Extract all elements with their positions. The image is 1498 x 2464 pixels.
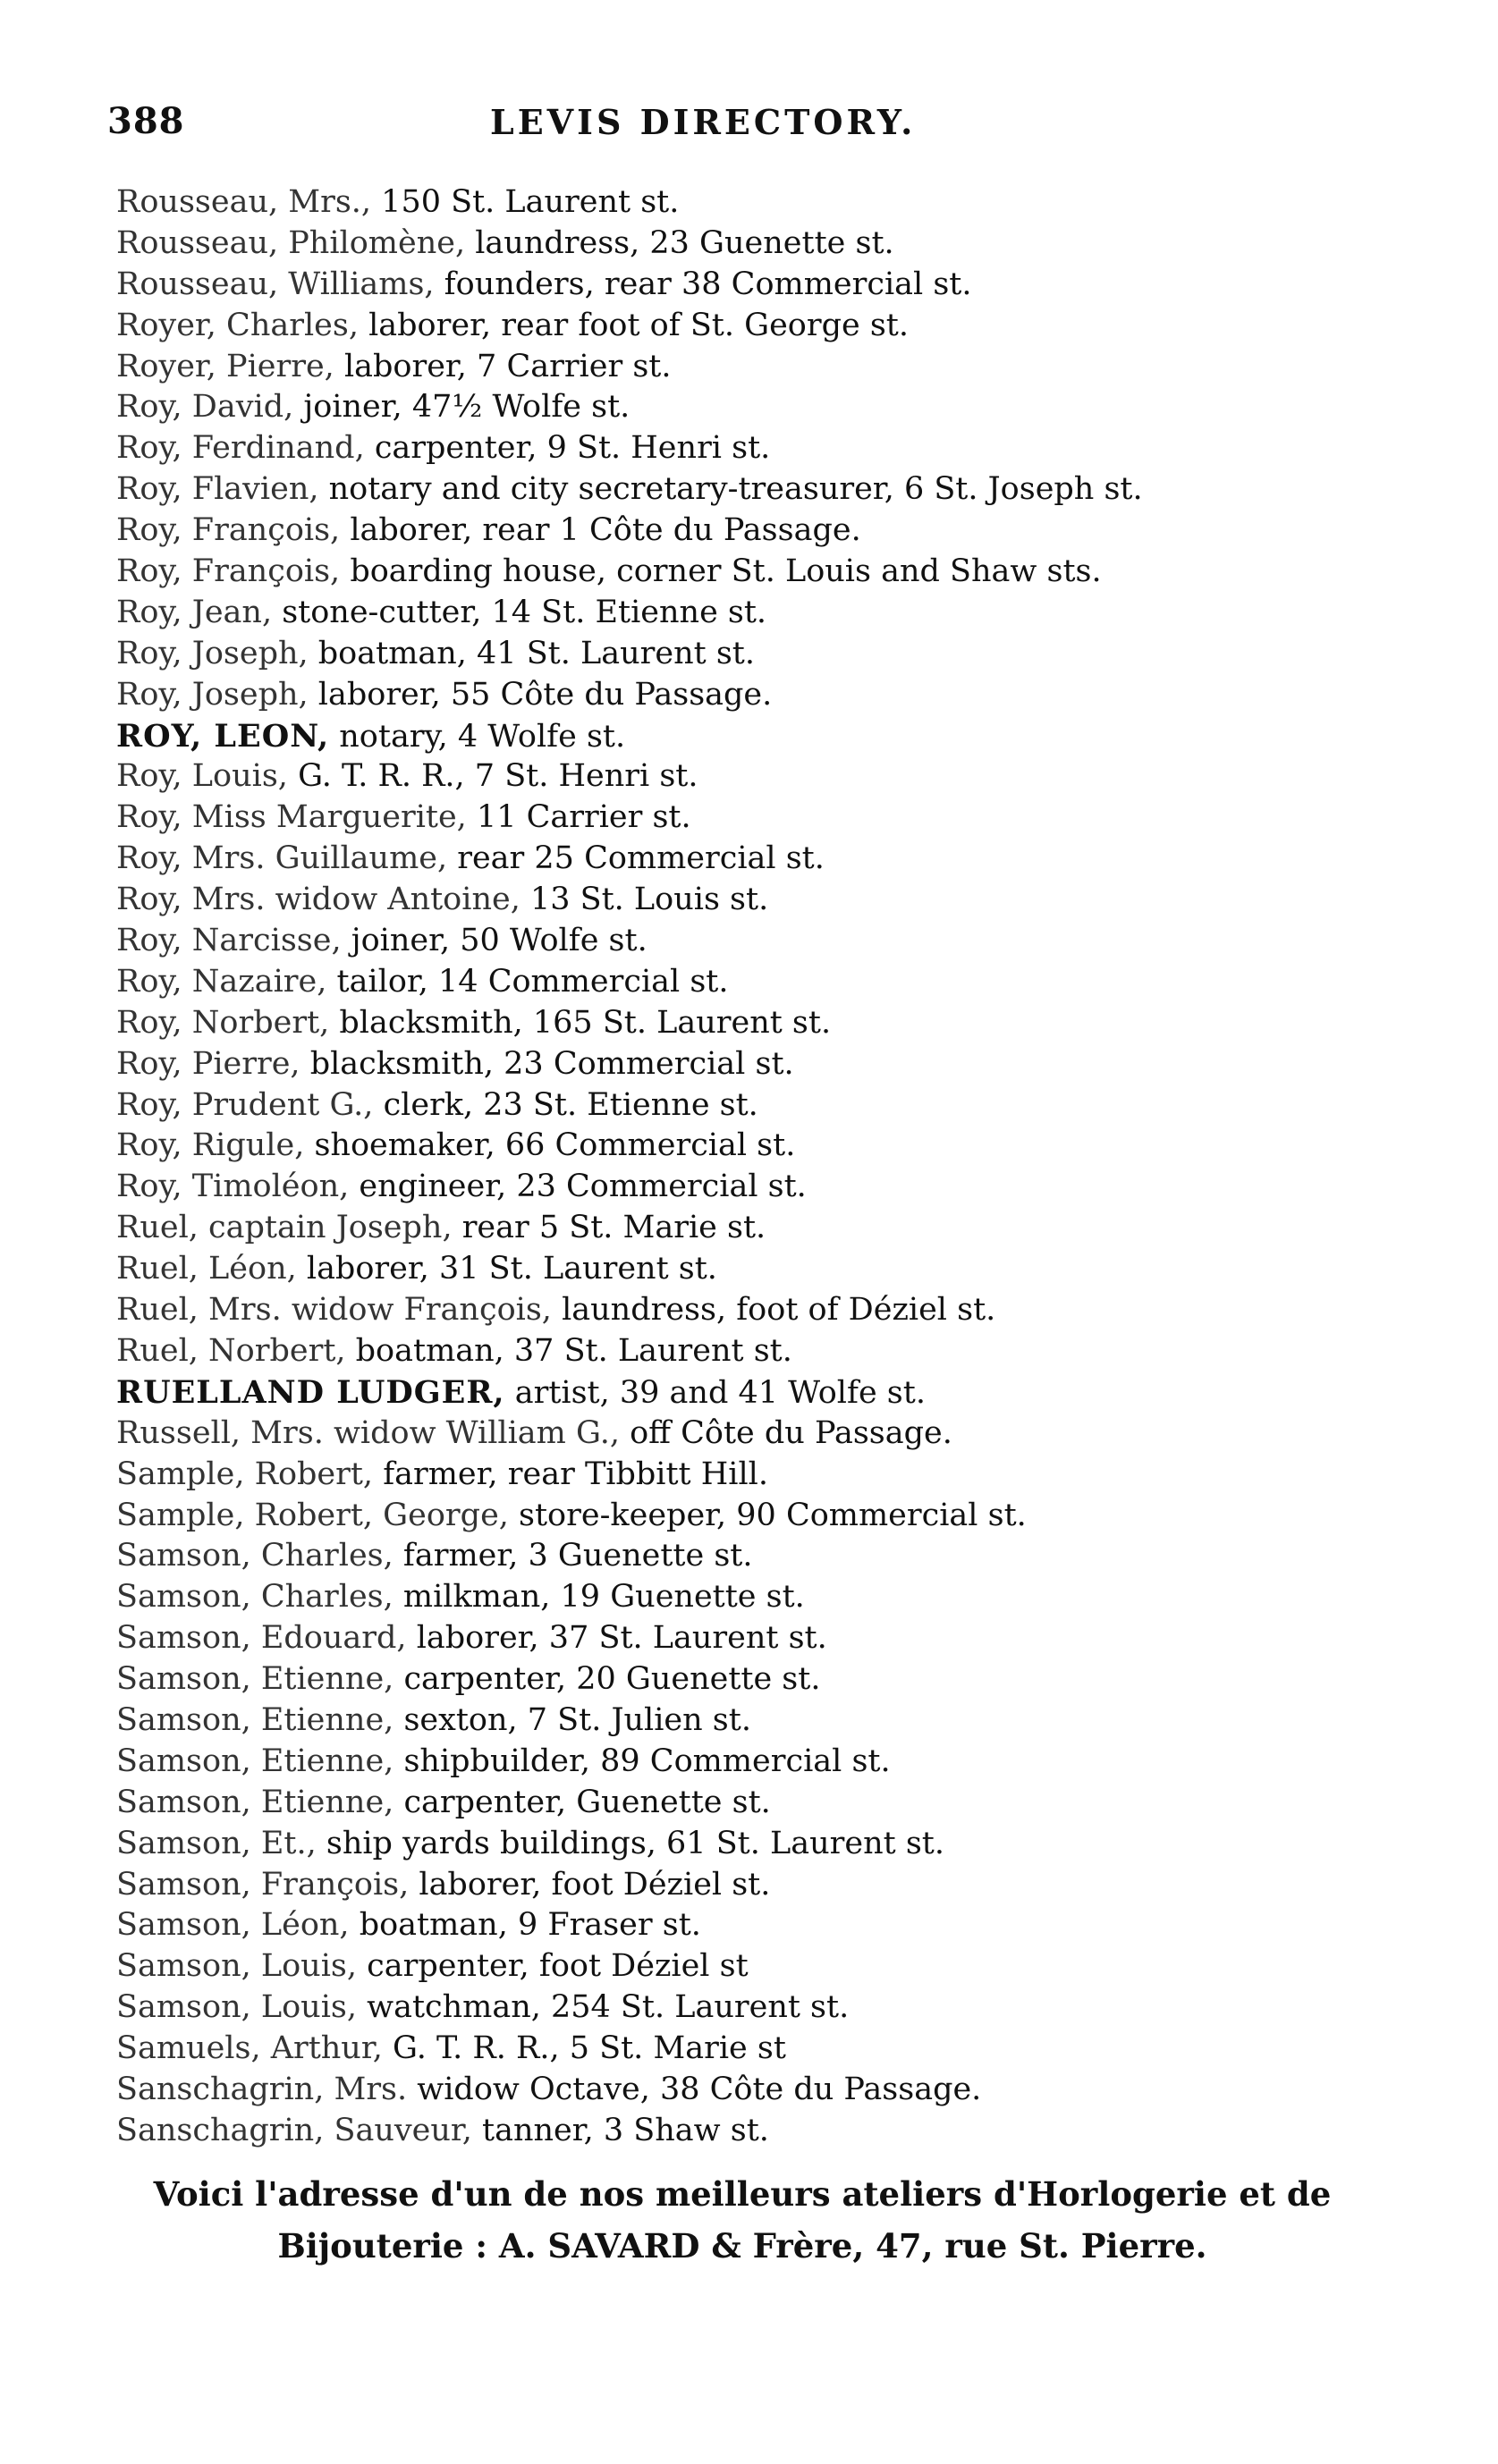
entry-details: engineer, 23 Commercial st. bbox=[349, 1169, 807, 1205]
directory-entry bbox=[116, 634, 1350, 675]
entry-name: Roy, Joseph, bbox=[116, 676, 309, 713]
directory-entry bbox=[116, 756, 1350, 797]
running-title: LEVIS DIRECTORY. bbox=[490, 102, 917, 142]
entry-details: laborer, 55 Côte du Passage. bbox=[308, 676, 773, 713]
entry-name: Roy, François, bbox=[116, 512, 341, 549]
entry-details: shipbuilder, 89 Commercial st. bbox=[394, 1743, 891, 1779]
entry-name: Roy, Prudent G., bbox=[116, 1086, 374, 1123]
directory-entry bbox=[116, 1659, 1350, 1700]
entry-details: sexton, 7 St. Julien st. bbox=[394, 1701, 751, 1738]
directory-entry bbox=[116, 1167, 1350, 1208]
directory-entry bbox=[116, 880, 1350, 921]
entry-details: off Côte du Passage. bbox=[619, 1414, 952, 1451]
entry-details: laborer, rear foot of St. George st. bbox=[358, 307, 909, 343]
directory-entry bbox=[116, 1126, 1350, 1167]
entry-name: Roy, Mrs. widow Antoine, bbox=[116, 882, 520, 918]
entry-details: milkman, 19 Guenette st. bbox=[393, 1579, 805, 1616]
entry-details: widow Octave, 38 Côte du Passage. bbox=[407, 2071, 982, 2107]
entry-name: Royer, Charles, bbox=[116, 307, 359, 343]
entry-name: Sanschagrin, Mrs. bbox=[116, 2071, 408, 2107]
directory-entry bbox=[116, 1783, 1350, 1824]
entry-details: laborer, 31 St. Laurent st. bbox=[296, 1251, 717, 1287]
directory-entry bbox=[116, 2111, 1350, 2152]
directory-entry bbox=[116, 1618, 1350, 1659]
entry-name: Sanschagrin, Sauveur, bbox=[116, 2112, 472, 2148]
entry-name: Roy, Rigule, bbox=[116, 1127, 305, 1164]
directory-entry bbox=[116, 552, 1350, 593]
entry-details: 150 St. Laurent st. bbox=[371, 184, 680, 220]
directory-entry bbox=[116, 1455, 1350, 1496]
entry-details: G. T. R. R., 7 St. Henri st. bbox=[287, 758, 698, 795]
entry-details: rear 25 Commercial st. bbox=[447, 840, 825, 877]
entry-details: boarding house, corner St. Louis and Shaw sts. bbox=[340, 553, 1102, 590]
entry-name: Roy, Timoléon, bbox=[116, 1169, 350, 1205]
directory-entry bbox=[116, 387, 1350, 428]
directory-entry bbox=[116, 265, 1350, 306]
entry-name: Samson, Et., bbox=[116, 1825, 317, 1861]
entry-name: Roy, David, bbox=[116, 389, 294, 426]
advertisement bbox=[107, 2168, 1377, 2272]
entry-name: Samson, Charles, bbox=[116, 1579, 394, 1616]
entry-name: Roy, Norbert, bbox=[116, 1004, 330, 1041]
directory-entry bbox=[116, 182, 1350, 224]
entry-details: farmer, rear Tibbitt Hill. bbox=[373, 1456, 768, 1492]
entry-details: boatman, 37 St. Laurent st. bbox=[345, 1332, 792, 1369]
entry-name: Samuels, Arthur, bbox=[116, 2030, 383, 2067]
page-number: 388 bbox=[107, 100, 185, 142]
entry-details: carpenter, Guenette st. bbox=[394, 1784, 771, 1820]
entry-name: Rousseau, Mrs., bbox=[116, 184, 372, 220]
directory-entry bbox=[116, 1290, 1350, 1331]
directory-entry bbox=[116, 839, 1350, 880]
entry-details: laborer, 37 St. Laurent st. bbox=[406, 1620, 827, 1657]
directory-entry bbox=[116, 1577, 1350, 1618]
directory-entry bbox=[116, 1044, 1350, 1085]
entry-details: tailor, 14 Commercial st. bbox=[326, 963, 729, 1000]
entry-name: Roy, Miss Marguerite, bbox=[116, 799, 467, 836]
entry-name: Royer, Pierre, bbox=[116, 348, 334, 384]
directory-entry bbox=[116, 1946, 1350, 1987]
entry-details: shoemaker, 66 Commercial st. bbox=[304, 1127, 796, 1164]
entry-name: Samson, Etienne, bbox=[116, 1701, 394, 1738]
entry-details: ship yards buildings, 61 St. Laurent st. bbox=[316, 1825, 944, 1861]
entry-details: boatman, 41 St. Laurent st. bbox=[308, 635, 755, 671]
entry-details: laundress, foot of Déziel st. bbox=[551, 1292, 996, 1329]
entry-details: laborer, rear 1 Côte du Passage. bbox=[340, 512, 861, 549]
directory-entry bbox=[116, 1742, 1350, 1783]
directory-entry bbox=[116, 593, 1350, 634]
entry-name: Samson, Edouard, bbox=[116, 1620, 407, 1657]
directory-entry bbox=[116, 1085, 1350, 1127]
directory-entry bbox=[116, 2070, 1350, 2111]
entry-name: Samson, Charles, bbox=[116, 1538, 394, 1574]
entry-name: Roy, Jean, bbox=[116, 594, 273, 630]
entry-name: Roy, Nazaire, bbox=[116, 963, 327, 1000]
entry-name: Roy, Mrs. Guillaume, bbox=[116, 840, 448, 877]
directory-entry bbox=[116, 511, 1350, 552]
directory-entry bbox=[116, 1496, 1350, 1537]
entry-details: joiner, 50 Wolfe st. bbox=[341, 923, 647, 959]
directory-entry bbox=[116, 2029, 1350, 2070]
directory-entry bbox=[116, 1372, 1350, 1413]
entry-name: Samson, Etienne, bbox=[116, 1661, 394, 1698]
entry-name: Roy, Louis, bbox=[116, 758, 288, 795]
directory-entry bbox=[116, 347, 1350, 388]
directory-entries bbox=[116, 182, 1350, 2152]
entry-name: RUELLAND LUDGER, bbox=[116, 1373, 505, 1411]
entry-details: joiner, 47½ Wolfe st. bbox=[293, 389, 631, 426]
advert-line-1: Voici l'adresse d'un de nos meilleurs ateliers d'Horlogerie et de bbox=[153, 2174, 1332, 2214]
directory-entry bbox=[116, 1536, 1350, 1577]
entry-name: Ruel, Léon, bbox=[116, 1251, 297, 1287]
entry-name: Roy, Pierre, bbox=[116, 1045, 300, 1082]
entry-details: laundress, 23 Guenette st. bbox=[465, 224, 894, 261]
directory-entry bbox=[116, 306, 1350, 347]
entry-details: farmer, 3 Guenette st. bbox=[393, 1538, 753, 1574]
entry-name: Ruel, Norbert, bbox=[116, 1332, 346, 1369]
entry-details: blacksmith, 23 Commercial st. bbox=[300, 1045, 794, 1082]
entry-details: boatman, 9 Fraser st. bbox=[349, 1907, 701, 1944]
entry-details: clerk, 23 St. Etienne st. bbox=[373, 1086, 758, 1123]
directory-entry bbox=[116, 1700, 1350, 1742]
entry-name: Samson, Louis, bbox=[116, 1948, 357, 1985]
entry-details: watchman, 254 St. Laurent st. bbox=[357, 1989, 850, 2026]
entry-details: artist, 39 and 41 Wolfe st. bbox=[504, 1374, 926, 1411]
entry-details: rear 5 St. Marie st. bbox=[452, 1210, 766, 1246]
entry-name: Ruel, Mrs. widow François, bbox=[116, 1292, 552, 1329]
entry-name: Samson, Etienne, bbox=[116, 1743, 394, 1779]
entry-name: Roy, Joseph, bbox=[116, 635, 309, 671]
directory-entry bbox=[116, 797, 1350, 839]
entry-name: Samson, Louis, bbox=[116, 1989, 357, 2026]
entry-details: carpenter, 9 St. Henri st. bbox=[364, 430, 771, 467]
entry-details: stone-cutter, 14 St. Etienne st. bbox=[272, 594, 767, 630]
entry-name: ROY, LEON, bbox=[116, 717, 330, 755]
entry-details: blacksmith, 165 St. Laurent st. bbox=[329, 1004, 832, 1041]
entry-name: Roy, Narcisse, bbox=[116, 923, 342, 959]
directory-entry bbox=[116, 224, 1350, 265]
entry-name: Samson, Etienne, bbox=[116, 1784, 394, 1820]
entry-name: Sample, Robert, George, bbox=[116, 1497, 509, 1533]
entry-details: founders, rear 38 Commercial st. bbox=[434, 266, 972, 302]
directory-entry bbox=[116, 1865, 1350, 1906]
entry-name: Russell, Mrs. widow William G., bbox=[116, 1414, 620, 1451]
entry-name: Roy, Ferdinand, bbox=[116, 430, 365, 467]
directory-entry bbox=[116, 1905, 1350, 1946]
entry-details: notary, 4 Wolfe st. bbox=[329, 718, 626, 755]
directory-entry bbox=[116, 469, 1350, 511]
directory-entry bbox=[116, 921, 1350, 962]
entry-name: Rousseau, Philomène, bbox=[116, 224, 466, 261]
entry-details: laborer, 7 Carrier st. bbox=[334, 348, 672, 384]
entry-name: Roy, François, bbox=[116, 553, 341, 590]
directory-entry bbox=[116, 1331, 1350, 1372]
directory-entry bbox=[116, 1249, 1350, 1290]
entry-details: notary and city secretary-treasurer, 6 St. Joseph st. bbox=[318, 471, 1143, 508]
directory-entry bbox=[116, 675, 1350, 716]
directory-entry bbox=[116, 1208, 1350, 1249]
directory-entry bbox=[116, 1003, 1350, 1044]
directory-entry bbox=[116, 716, 1350, 757]
advert-line-2: Bijouterie : A. SAVARD & Frère, 47, rue St. Pierre. bbox=[277, 2226, 1207, 2266]
entry-details: carpenter, 20 Guenette st. bbox=[394, 1661, 821, 1698]
directory-entry bbox=[116, 1987, 1350, 2029]
entry-name: Samson, Léon, bbox=[116, 1907, 350, 1944]
entry-name: Sample, Robert, bbox=[116, 1456, 374, 1492]
entry-details: G. T. R. R., 5 St. Marie st bbox=[382, 2030, 786, 2067]
entry-name: Ruel, captain Joseph, bbox=[116, 1210, 453, 1246]
directory-entry bbox=[116, 1824, 1350, 1865]
entry-name: Rousseau, Williams, bbox=[116, 266, 435, 302]
entry-name: Roy, Flavien, bbox=[116, 471, 319, 508]
entry-name: Samson, François, bbox=[116, 1866, 410, 1903]
entry-details: 11 Carrier st. bbox=[466, 799, 691, 836]
directory-entry bbox=[116, 962, 1350, 1003]
directory-entry bbox=[116, 1413, 1350, 1455]
entry-details: 13 St. Louis st. bbox=[520, 882, 769, 918]
entry-details: tanner, 3 Shaw st. bbox=[471, 2112, 769, 2148]
entry-details: store-keeper, 90 Commercial st. bbox=[508, 1497, 1027, 1533]
directory-entry bbox=[116, 428, 1350, 469]
page-header bbox=[107, 100, 1270, 147]
entry-details: laborer, foot Déziel st. bbox=[409, 1866, 771, 1903]
entry-details: carpenter, foot Déziel st bbox=[357, 1948, 749, 1985]
